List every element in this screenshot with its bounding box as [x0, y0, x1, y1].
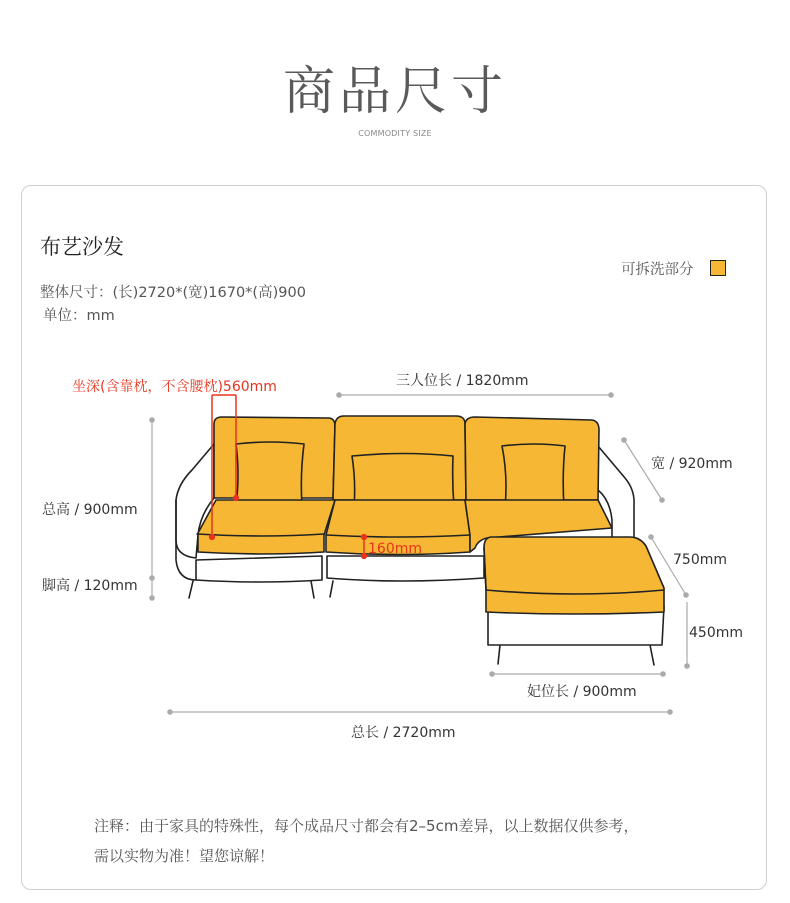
dim-endpoint — [609, 393, 613, 397]
chaise-length-label: 妃位长 / 900mm — [527, 684, 637, 700]
dim-endpoint — [150, 418, 154, 422]
dim-endpoint — [661, 672, 665, 676]
dim-endpoint — [210, 535, 215, 540]
dim-endpoint — [684, 593, 688, 597]
pillow-left — [236, 442, 304, 508]
dim-endpoint — [668, 710, 672, 714]
product-name: 布艺沙发 — [40, 235, 124, 259]
dim-endpoint — [150, 596, 154, 600]
dim-endpoint — [362, 554, 367, 559]
sofa-leg — [330, 581, 333, 597]
seat-depth-label: 坐深(含靠枕，不含腰枕)560mm — [72, 379, 277, 395]
sofa-base — [327, 556, 484, 581]
total-length-label: 总长 / 2720mm — [351, 725, 456, 741]
total-height-label: 总高 / 900mm — [42, 502, 138, 518]
overall-size: 整体尺寸：(长)2720*(宽)1670*(高)900 — [40, 285, 306, 301]
dim-endpoint — [234, 496, 239, 501]
cushion-thickness-label: 160mm — [368, 541, 422, 557]
note-line-2: 需以实物为准！望您谅解！ — [94, 847, 275, 865]
unit-label: 单位：mm — [43, 308, 115, 324]
chaise-cushion — [484, 537, 664, 614]
dim-endpoint — [337, 393, 341, 397]
sofa-leg — [498, 645, 500, 664]
sofa-leg — [311, 581, 314, 598]
leg-height-label: 脚高 / 120mm — [42, 578, 138, 594]
dim-endpoint — [150, 576, 154, 580]
dim-endpoint — [685, 664, 689, 668]
note-line-1: 注释：由于家具的特殊性，每个成品尺寸都会有2–5cm差异，以上数据仅供参考， — [94, 817, 639, 835]
width-label: 宽 / 920mm — [651, 456, 733, 472]
legend-label: 可拆洗部分 — [621, 262, 694, 278]
dim-endpoint — [168, 710, 172, 714]
sofa-base — [196, 556, 322, 582]
dim-endpoint — [622, 438, 626, 442]
dim-endpoint — [362, 535, 367, 540]
dim-endpoint — [490, 672, 494, 676]
pillow-right — [502, 444, 565, 509]
page-subtitle: COMMODITY SIZE — [358, 129, 432, 138]
seat-cushion-left — [198, 500, 335, 554]
dim-endpoint — [660, 498, 664, 502]
sofa-leg — [650, 645, 654, 665]
chaise-depth-label: 750mm — [673, 552, 727, 568]
page-title: 商品尺寸 — [282, 62, 507, 122]
sofa-leg — [189, 581, 193, 598]
three-seat-length-label: 三人位长 / 1820mm — [396, 373, 529, 389]
chaise-height-label: 450mm — [689, 625, 743, 641]
dim-endpoint — [649, 535, 653, 539]
